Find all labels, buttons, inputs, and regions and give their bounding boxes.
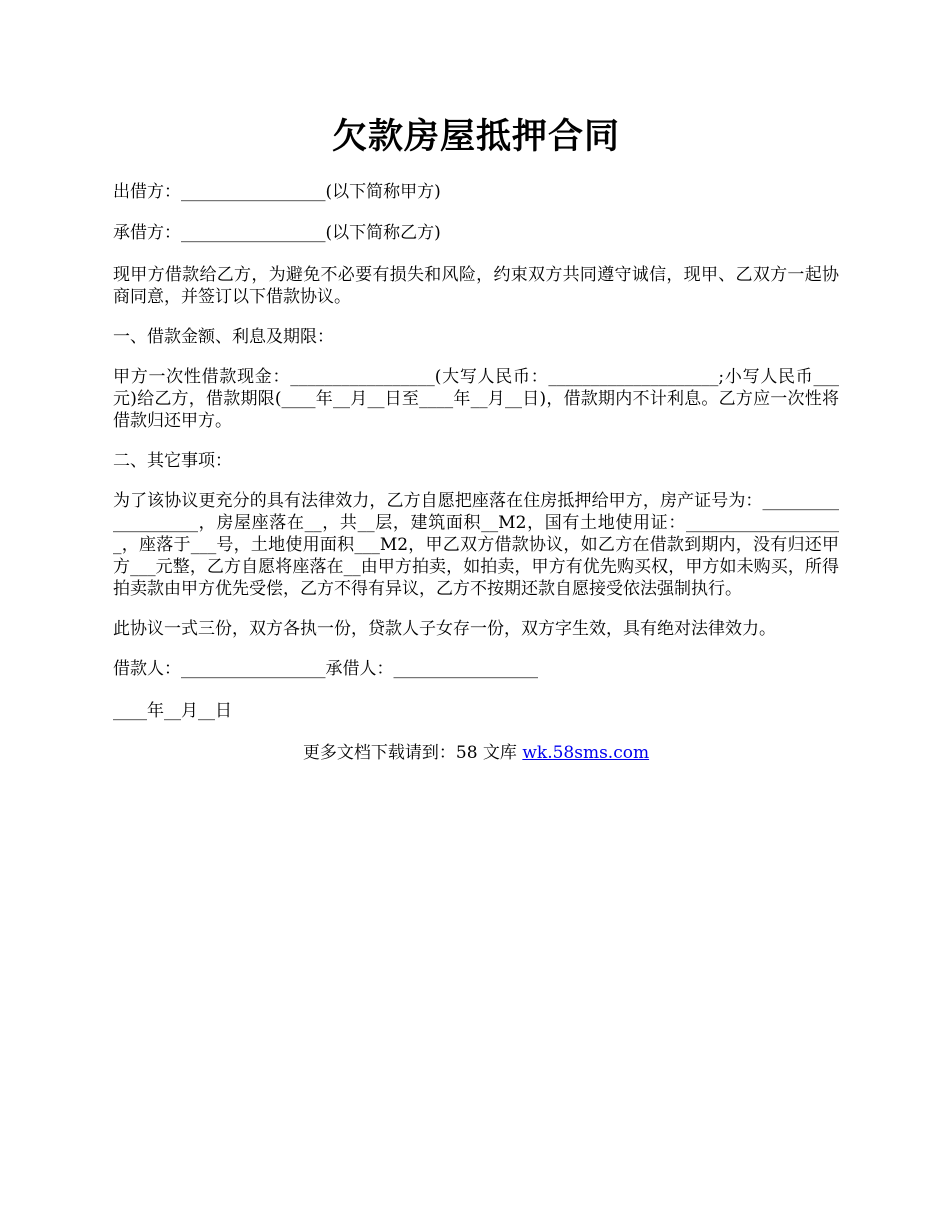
copies-clause: 此协议一式三份，双方各执一份，贷款人子女存一份，双方字生效，具有绝对法律效力。 [113,619,776,639]
date-line: ____年__月__日 [113,701,232,721]
footer-link[interactable]: wk.58sms.com [522,743,650,763]
document-title: 欠款房屋抵押合同 [331,116,620,157]
borrower-line: 承借方：_________________(以下简称乙方) [113,223,441,243]
intro-paragraph: 现甲方借款给乙方，为避免不必要有损失和风险，约束双方共同遵守诚信，现甲、乙双方一起协商同意，并签订以下借款协议。 [113,265,839,307]
section2-heading: 二、其它事项： [113,451,232,471]
document-page [113,0,839,764]
footer-prefix: 更多文档下载请到：58 文库 [302,743,523,763]
section1-body: 甲方一次性借款现金：_________________(大写人民币：____________________;小写人民币___元)给乙方，借款期限(____年__月__日至____年__月__日)，借款期内不计利息。乙方应一次性将借款归还甲方。 [113,367,839,431]
signature-line: 借款人：_________________承借人：_________________ [113,659,538,679]
lender-line: 出借方：_________________(以下简称甲方) [113,182,441,202]
section2-body: 为了该协议更充分的具有法律效力，乙方自愿把座落在住房抵押给甲方，房产证号为：___________________，房屋座落在__，共__层，建筑面积__M2，国有土地使用证：___________________，座落于___号，土地使用面积___M2，甲乙双方借款协议，如乙方在借款到期内，没有归还甲方___元整，乙方自愿将座落在__由甲方拍卖，如拍卖，甲方有优先购买权，甲方如未购买，所得拍卖款由甲方优先受偿，乙方不得有异议，乙方不按期还款自愿接受依法强制执行。 [113,491,839,599]
section1-heading: 一、借款金额、利息及期限： [113,327,334,347]
download-footer [113,742,839,764]
